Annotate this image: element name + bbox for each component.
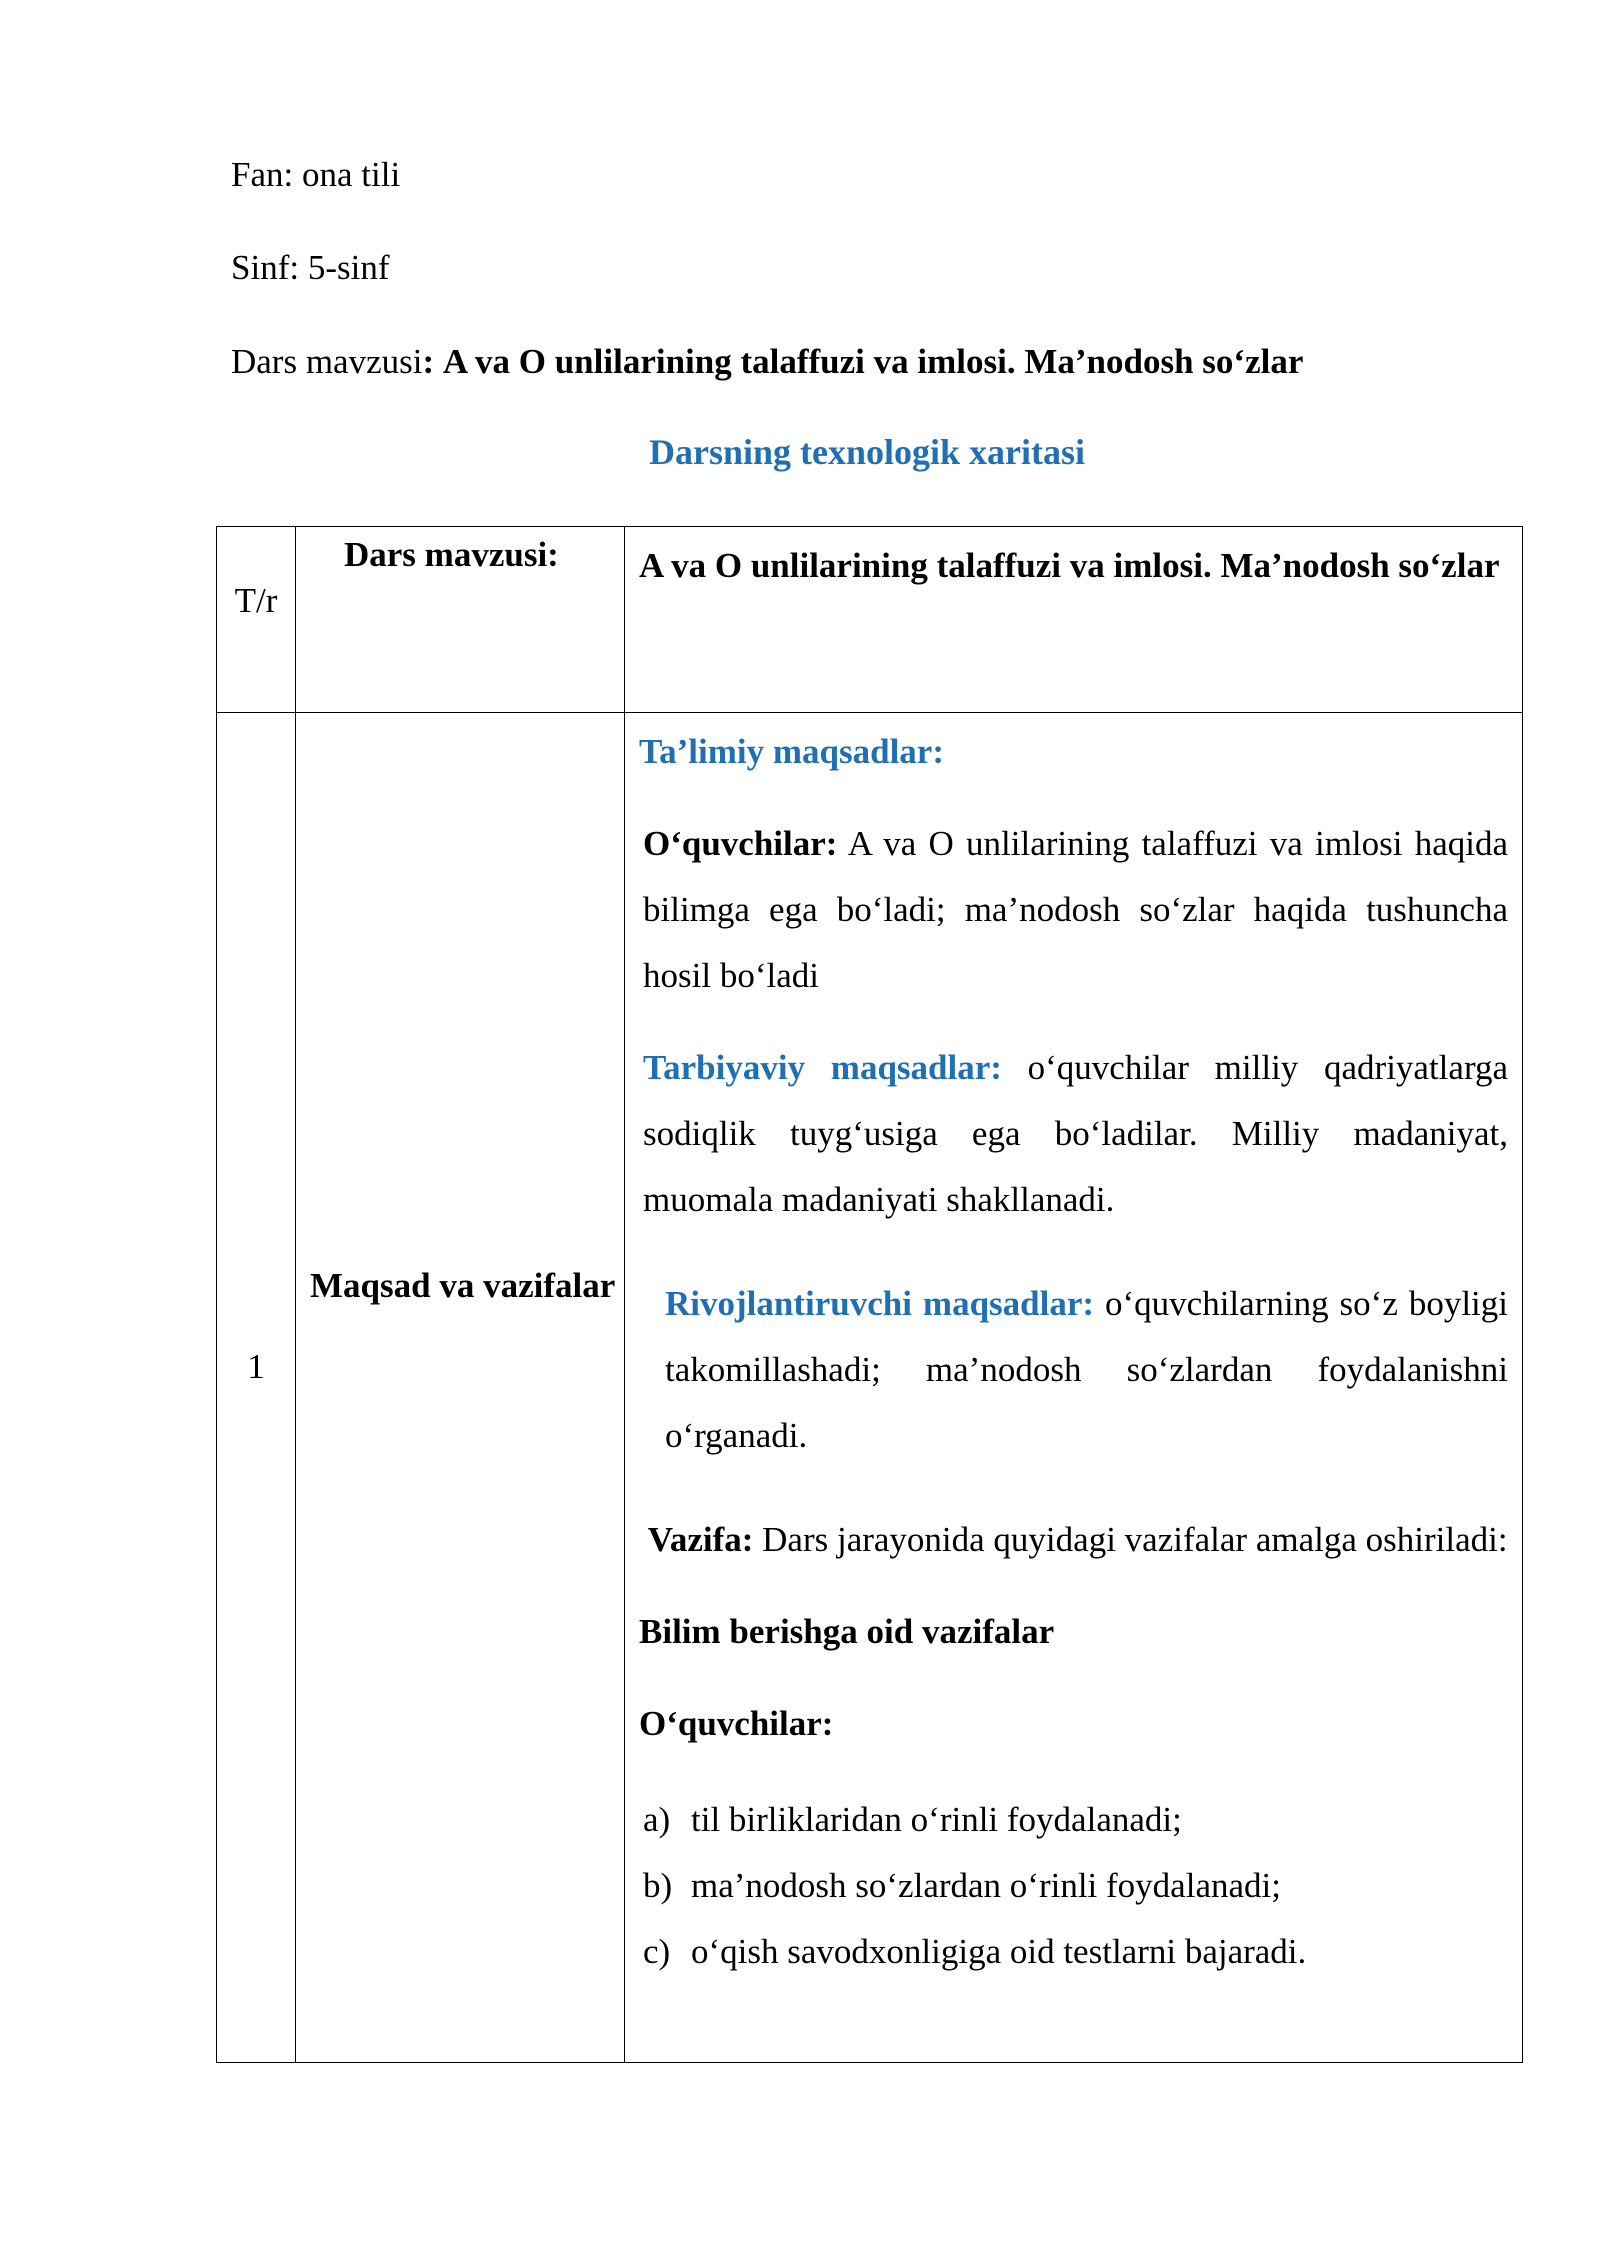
developmental-goals — [639, 1271, 1508, 1469]
number-header-cell — [217, 527, 296, 713]
list-marker: c) — [643, 1932, 671, 1971]
list-item-text: o‘qish savodxonligiga oid testlarni bajaradi. — [691, 1932, 1307, 1971]
knowledge-tasks-heading: Bilim berishga oid vazifalar — [639, 1612, 1055, 1651]
developmental-text: o‘quvchilarning so‘z boyligi takomillashadi; ma’nodosh so‘zlardan foydalanishni o‘rganadi. — [665, 1284, 1508, 1455]
number-header: T/r — [234, 581, 278, 620]
educational-goals-heading: Ta’limiy maqsadlar: — [639, 732, 944, 771]
educational-text: A va O unlilarining talaffuzi va imlosi haqida bilimga ega bo‘ladi; ma’nodosh so‘zlar haqida tushuncha hosil bo‘ladi — [643, 824, 1509, 995]
upbringing-goals — [639, 1035, 1508, 1233]
educational-subject: O‘quvchilar: — [643, 824, 838, 863]
row-number-cell — [217, 713, 296, 2063]
topic-header-label: Dars mavzusi: — [344, 535, 559, 574]
educational-goals-text — [639, 811, 1508, 1009]
topic-header-cell — [625, 527, 1523, 713]
goals-label: Maqsad va vazifalar — [310, 1266, 616, 1305]
row-label-cell — [296, 713, 625, 2063]
subject-value: ona tili — [301, 155, 401, 194]
subject-line — [231, 153, 400, 197]
list-item-text: til birliklaridan o‘rinli foydalanadi; — [691, 1800, 1182, 1839]
document-title: Darsning texnologik xaritasi — [648, 432, 1086, 472]
upbringing-text: o‘quvchilar milliy qadriyatlarga sodiqlik tuyg‘usiga ega bo‘ladilar. Milliy madaniyat, muomala madaniyati shakllanadi. — [643, 1048, 1509, 1219]
row-number: 1 — [247, 1347, 265, 1386]
task-paragraph — [639, 1507, 1508, 1573]
table-topic-value: A va O unlilarining talaffuzi va imlosi. Ma’nodosh so‘zlar — [639, 546, 1500, 585]
topic-value: A va O unlilarining talaffuzi va imlosi. Ma’nodosh so‘zlar — [442, 342, 1304, 381]
task-label: Vazifa: — [647, 1520, 754, 1559]
task-list — [639, 1787, 1508, 1985]
topic-colon: : — [422, 342, 435, 381]
table-header-row — [217, 527, 1523, 713]
list-item — [643, 1919, 1508, 1985]
row-content-cell — [625, 713, 1523, 2063]
grade-line — [231, 246, 389, 290]
list-item — [643, 1787, 1508, 1853]
grade-value: 5-sinf — [307, 248, 390, 287]
upbringing-heading: Tarbiyaviy maqsadlar: — [643, 1048, 1002, 1087]
goals-content — [625, 713, 1522, 1985]
lesson-map-table — [216, 526, 1523, 2063]
topic-label: Dars mavzusi — [231, 342, 423, 381]
list-item — [643, 1853, 1508, 1919]
grade-label: Sinf: — [231, 248, 300, 287]
list-marker: a) — [643, 1800, 671, 1839]
label-header-cell — [296, 527, 625, 713]
students-heading: O‘quvchilar: — [639, 1704, 834, 1743]
task-text: Dars jarayonida quyidagi vazifalar amalga oshiriladi: — [762, 1520, 1508, 1559]
list-item-text: ma’nodosh so‘zlardan o‘rinli foydalanadi; — [691, 1866, 1281, 1905]
subject-label: Fan: — [231, 155, 294, 194]
table-row — [217, 713, 1523, 2063]
topic-line — [231, 340, 1303, 384]
developmental-heading: Rivojlantiruvchi maqsadlar: — [665, 1284, 1095, 1323]
list-marker: b) — [643, 1866, 673, 1905]
